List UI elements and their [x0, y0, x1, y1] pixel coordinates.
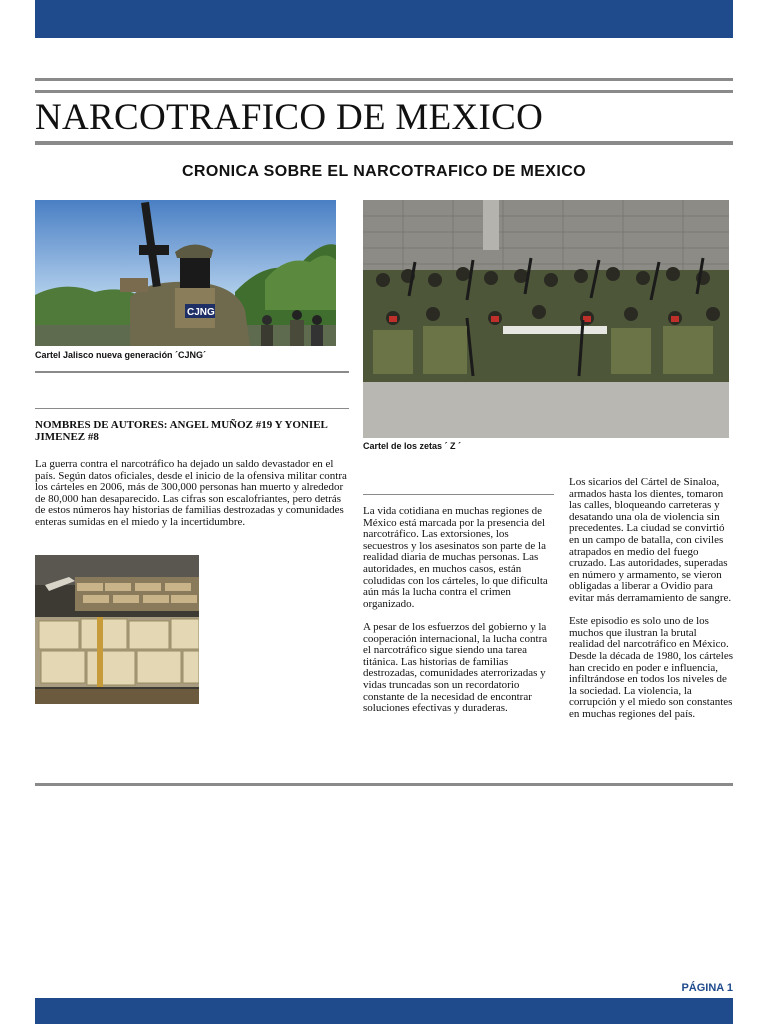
- drug-packages-photo: [35, 555, 199, 704]
- zetas-caption: Cartel de los zetas ´ Z ´: [363, 441, 462, 451]
- left-rule-thick: [35, 371, 349, 373]
- zetas-photo-image: [363, 200, 729, 438]
- cjng-photo-image: [35, 200, 336, 346]
- zetas-photo: [363, 200, 729, 438]
- top-banner: [35, 0, 733, 38]
- cjng-vest-label: CJNG: [187, 307, 215, 318]
- masthead-rule-bottom: [35, 141, 733, 145]
- drug-packages-image: [35, 555, 199, 704]
- left-rule-thin: [35, 408, 349, 409]
- right-article-paragraph-1: Los sicarios del Cártel de Sinaloa, armados hasta los dientes, tomaron las calles, bloqueando carreteras y desatando una ola de violencia sin precedentes. La ciudad se convirtió en un campo de batalla, con civiles atrapados en medio del fuego cruzado. Las autoridades, superadas en número y armamento, se vieron obligadas a liberar a Ovidio para evitar más derramamiento de sangre.: [569, 476, 732, 604]
- masthead-rule-top: [35, 78, 733, 81]
- right-article: [569, 477, 733, 720]
- content-end-rule: [35, 783, 733, 786]
- middle-article-paragraph-1: La vida cotidiana en muchas regiones de México está marcada por la presencia del narcotráfico. Las extorsiones, los secuestros y los asesinatos son parte de la realidad diaria de muchas personas. Las autoridades, en muchos casos, están coludidas con los cárteles, lo que dificulta aún más la lucha contra el crimen organizado.: [363, 505, 548, 610]
- bottom-banner: [35, 998, 733, 1024]
- middle-rule: [363, 494, 554, 495]
- page-title: NARCOTRAFICO DE MEXICO: [35, 97, 544, 138]
- middle-article-paragraph-2: A pesar de los esfuerzos del gobierno y la cooperación internacional, la lucha contra el narcotráfico sigue siendo una tarea titánica. Las historias de familias destrozadas, comunidades aterrorizadas y vidas truncadas son un recordatorio constante de la necesidad de encontrar soluciones efectivas y duraderas.: [363, 620, 548, 715]
- right-article-paragraph-2: Este episodio es solo uno de los muchos que ilustran la brutal realidad del narcotráfico en México. Desde la década de 1980, los cárteles han crecido en poder e influencia, infiltrándose en todos los niveles de la sociedad. La violencia, la corrupción y el miedo son constantes en muchas regiones del país.: [569, 615, 734, 720]
- page-subtitle: CRONICA SOBRE EL NARCOTRAFICO DE MEXICO: [181, 163, 587, 180]
- left-article-paragraph-1: La guerra contra el narcotráfico ha dejado un saldo devastador en el país. Según datos oficiales, desde el inicio de la ofensiva militar contra los cárteles en 2006, más de 300,000 personas han muerto y alrededor de 80,000 han desaparecido. Las cifras son escalofriantes, pero detrás de estos números hay historias de familias destrozadas y comunidades enteras sumidas en el miedo y la incertidumbre.: [35, 458, 347, 528]
- cjng-photo: [35, 200, 336, 346]
- middle-article: [363, 506, 554, 715]
- cjng-caption: Cartel Jalisco nueva generación ´CJNG´: [35, 350, 207, 360]
- page-number: PÁGINA 1: [681, 982, 733, 994]
- masthead-rule-second: [35, 90, 733, 93]
- left-article: [35, 459, 351, 529]
- authors-heading: NOMBRES DE AUTORES: ANGEL MUÑOZ #19 Y YONIEL JIMENEZ #8: [35, 419, 328, 443]
